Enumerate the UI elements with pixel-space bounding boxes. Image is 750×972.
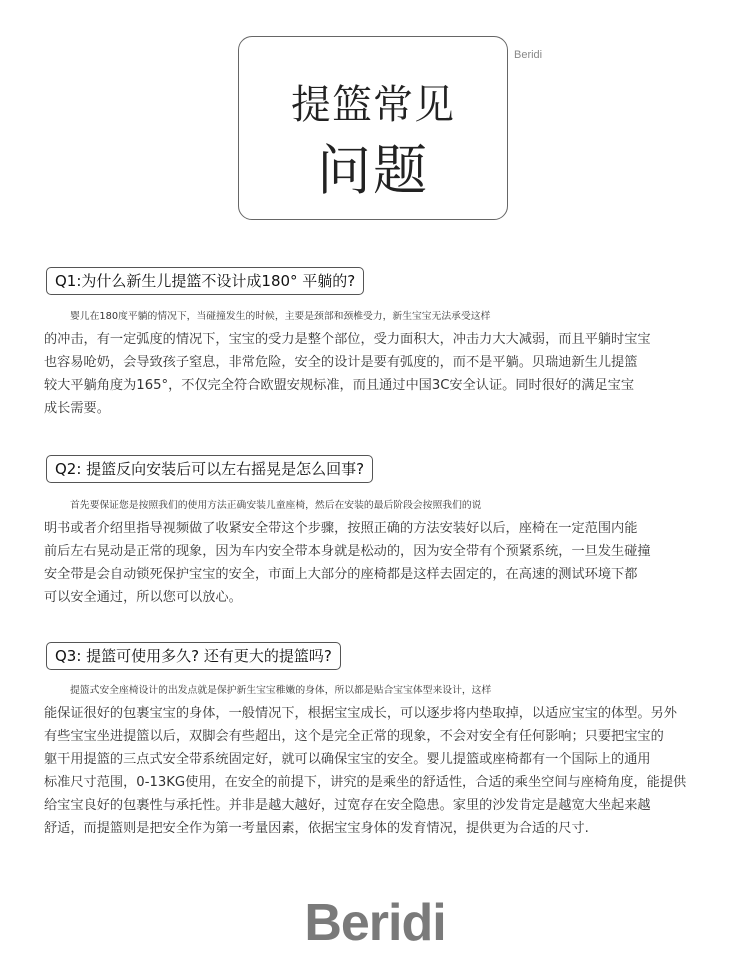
answer-line: 舒适，而提篮则是把安全作为第一考量因素，依据宝宝身体的发育情况，提供更为合适的尺寸. — [44, 821, 589, 836]
footer-brand-logo: Beridi — [304, 894, 446, 952]
answer-line: 能保证很好的包裹宝宝的身体，一般情况下，根据宝宝成长，可以逐步将内垫取掉，以适应宝宝的体型。另外 — [44, 706, 677, 721]
answer-line: 安全带是会自动锁死保护宝宝的安全，市面上大部分的座椅都是这样去固定的，在高速的测试环境下都 — [44, 567, 638, 582]
question-3: Q3: 提篮可使用多久? 还有更大的提篮吗? — [46, 642, 341, 670]
answer-line: 前后左右晃动是正常的现象，因为车内安全带本身就是松动的，因为安全带有个预紧系统，一旦发生碰撞 — [44, 544, 651, 559]
answer-line: 提篮式安全座椅设计的出发点就是保护新生宝宝稚嫩的身体，所以都是贴合宝宝体型来设计，这样 — [70, 685, 492, 696]
brand-label: Beridi — [514, 49, 543, 61]
title-card — [238, 36, 508, 220]
question-2: Q2: 提篮反向安装后可以左右摇晃是怎么回事? — [46, 455, 373, 483]
answer-line: 婴儿在180度平躺的情况下，当碰撞发生的时候，主要是颈部和颈椎受力，新生宝宝无法承受这样 — [70, 311, 491, 322]
answer-line: 首先要保证您是按照我们的使用方法正确安装儿童座椅，然后在安装的最后阶段会按照我们的说 — [70, 500, 482, 511]
answer-line: 有些宝宝坐进提篮以后，双脚会有些超出，这个是完全正常的现象，不会对安全有任何影响；只要把宝宝的 — [44, 729, 664, 744]
answer-line: 也容易呛奶，会导致孩子窒息，非常危险，安全的设计是要有弧度的，而不是平躺。贝瑞迪新生儿提篮 — [44, 355, 638, 370]
answer-line: 的冲击，有一定弧度的情况下，宝宝的受力是整个部位，受力面积大，冲击力大大减弱，而且平躺时宝宝 — [44, 332, 651, 347]
answer-line: 标准尺寸范围，0-13KG使用，在安全的前提下，讲究的是乘坐的舒适性，合适的乘坐空间与座椅角度，能提供 — [44, 775, 687, 790]
page-title-line2: 问题 — [317, 139, 429, 202]
page-title-line1: 提篮常见 — [291, 82, 455, 128]
answer-line: 给宝宝良好的包裹性与承托性。并非是越大越好，过宽存在安全隐患。家里的沙发肯定是越宽大坐起来越 — [44, 798, 651, 813]
answer-3 — [44, 679, 738, 840]
answer-1 — [44, 305, 738, 420]
answer-line: 可以安全通过，所以您可以放心。 — [44, 590, 242, 605]
answer-line: 躯干用提篮的三点式安全带系统固定好，就可以确保宝宝的安全。婴儿提篮或座椅都有一个国际上的通用 — [44, 752, 651, 767]
answer-2 — [44, 494, 738, 609]
answer-line: 明书或者介绍里指导视频做了收紧安全带这个步骤，按照正确的方法安装好以后，座椅在一定范围内能 — [44, 521, 638, 536]
answer-line: 较大平躺角度为165°，不仅完全符合欧盟安规标准，而且通过中国3C安全认证。同时很好的满足宝宝 — [44, 378, 635, 393]
question-1: Q1:为什么新生儿提篮不设计成180° 平躺的? — [46, 267, 364, 295]
answer-line: 成长需要。 — [44, 401, 110, 416]
